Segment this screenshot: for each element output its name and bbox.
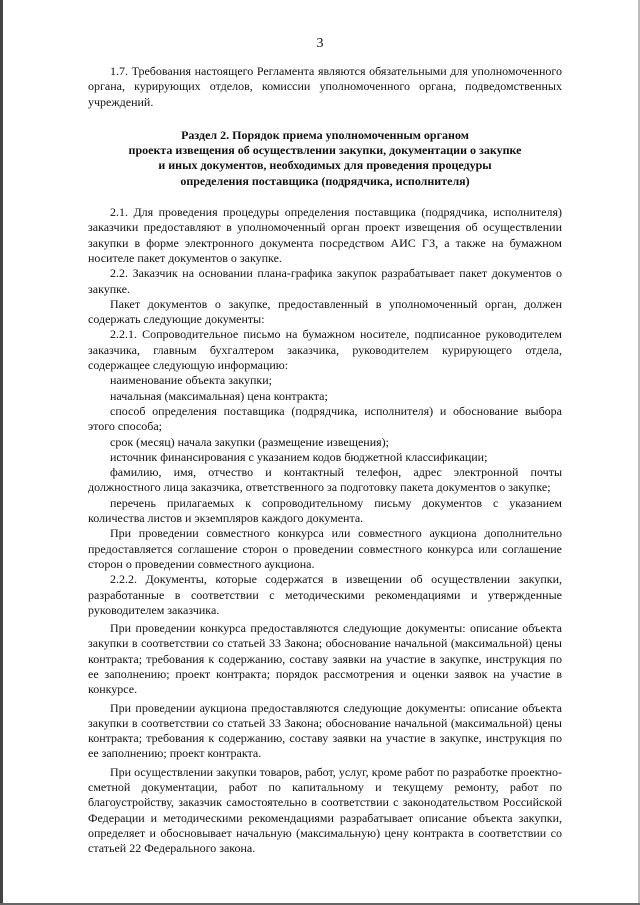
list-item: срок (месяц) начала закупки (размещение извещения); [110, 434, 389, 449]
paragraph: При проведении совместного конкурса или совместного аукциона дополнительно предоставляется соглашение сторон о проведении совместного конкурса или соглашение сторон о проведении совместного аукциона. [88, 526, 562, 571]
heading-line: определения поставщика (подрядчика, исполнителя) [180, 173, 470, 188]
heading-line: и иных документов, необходимых для проведения процедуры [158, 158, 492, 173]
document-body [88, 64, 562, 857]
list-item: источник финансирования с указанием кодов бюджетной классификации; [110, 449, 488, 464]
paragraph-2-1: 2.1. Для проведения процедуры определения поставщика (подрядчика, исполнителя) заказчики предоставляют в уполномоченный орган проект извещения об осуществлении закупки в форме электронного документа посредством АИС ГЗ, а также на бумажном носителе пакет документов о закупке. [88, 205, 562, 265]
paragraph: Пакет документов о закупке, предоставленный в уполномоченный орган, должен содержать следующие документы: [88, 296, 562, 327]
paragraph-2-2-1: 2.2.1. Сопроводительное письмо на бумажном носителе, подписанное руководителем заказчика, главным бухгалтером заказчика, руководителем курирующего отдела, содержащее следующую информацию: [88, 327, 562, 373]
list-item: наименование объекта закупки; [110, 373, 272, 388]
list-item: перечень прилагаемых к сопроводительному письму документов с указанием количества листов и экземпляров каждого документа. [88, 495, 562, 526]
list-item: начальная (максимальная) цена контракта; [110, 388, 328, 403]
paragraph-2-2-2: 2.2.2. Документы, которые содержатся в извещении об осуществлении закупки, разработанные в соответствии с методическими рекомендациями и утвержденные руководителем заказчика. [88, 572, 562, 617]
scan-left-edge [0, 0, 3, 905]
paragraph: При проведении конкурса предоставляются следующие документы: описание объекта закупки в соответствии со статьей 33 Закона; обоснование начальной (максимальной) цены контракта; требования к содержанию, составу заявки на участие в закупке, инструкция по ее заполнению; проект контракта; порядок рассмотрения и оценки заявок на участие в конкурсе. [88, 621, 562, 697]
heading-line: проекта извещения об осуществлении закупки, документации о закупке [128, 143, 522, 158]
list-item: фамилию, имя, отчество и контактный телефон, адрес электронной почты должностного лица заказчика, ответственного за подготовку пакета документов о закупке; [88, 465, 562, 495]
paragraph-1-7: 1.7. Требования настоящего Регламента являются обязательными для уполномоченного органа, курирующих отделов, комиссии уполномоченного органа, подведомственных учреждений. [88, 64, 562, 109]
page-number: 3 [316, 36, 324, 51]
paragraph: При проведении аукциона предоставляются следующие документы: описание объекта закупки в соответствии со статьей 33 Закона; обоснование начальной (максимальной) цены контракта; требования к содержанию, составу заявки на участие в закупке, инструкция по ее заполнению; проект контракта. [88, 700, 562, 761]
list-item: способ определения поставщика (подрядчика, исполнителя) и обоснование выбора этого способа; [88, 403, 562, 434]
paragraph: При осуществлении закупки товаров, работ, услуг, кроме работ по разработке проектно-сметной документации, работ по капитальному и текущему ремонту, работ по благоустройству, заказчик самостоятельно в соответствии с законодательством Российской Федерации и методическими рекомендациями разрабатывает описание объекта закупки, определяет и обосновывает начальную (максимальную) цену контракта в соответствии со статьей 22 Федерального закона. [88, 764, 562, 856]
heading-line: Раздел 2. Порядок приема уполномоченным органом [181, 127, 469, 142]
paragraph-2-2: 2.2. Заказчик на основании плана-графика закупок разрабатывает пакет документов о закупке. [88, 266, 562, 296]
section-heading [88, 128, 562, 189]
